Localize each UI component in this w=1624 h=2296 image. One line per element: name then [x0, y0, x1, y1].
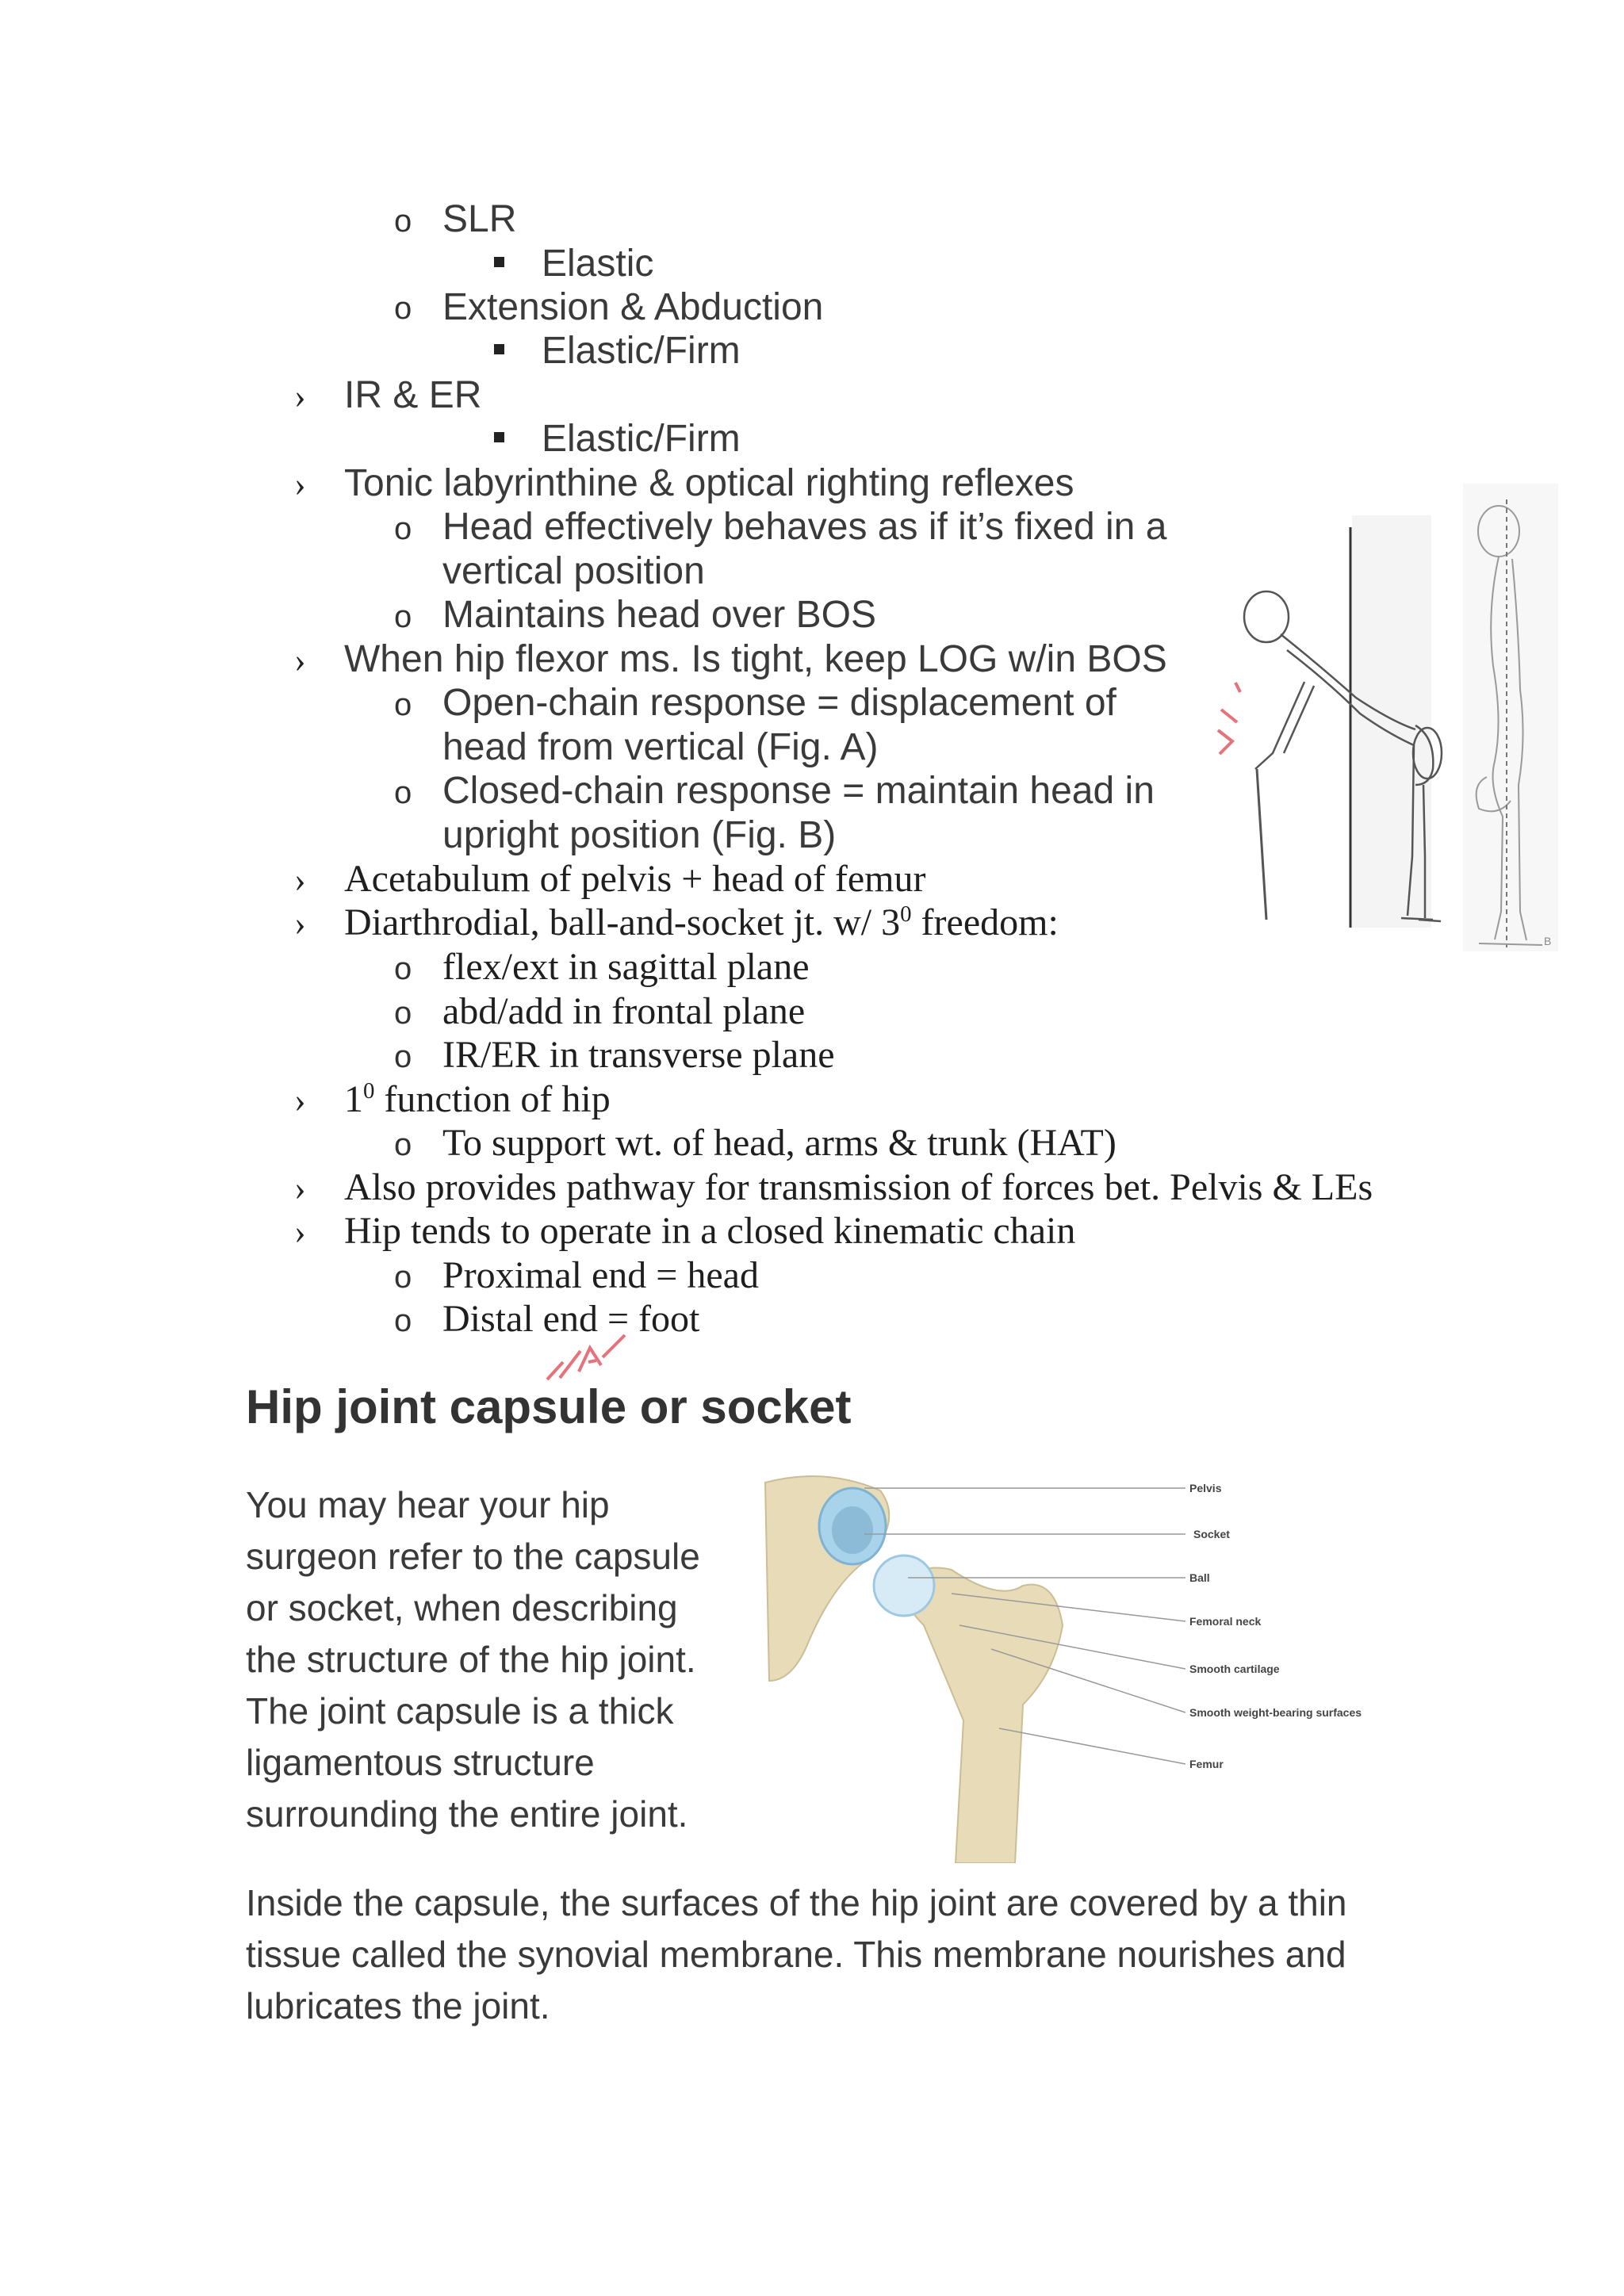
- paragraph-line: the structure of the hip joint.: [246, 1639, 696, 1680]
- list-item: Maintains head over BOS: [442, 594, 876, 636]
- paragraph-line: surrounding the entire joint.: [246, 1793, 688, 1835]
- label-socket: Socket: [1193, 1528, 1230, 1540]
- label-ball: Ball: [1189, 1571, 1210, 1584]
- list-item: SLR: [442, 198, 517, 240]
- circle-bullet: o: [394, 687, 412, 722]
- list-item-text: function of hip: [384, 1078, 611, 1120]
- list-item: Hip tends to operate in a closed kinematic chain: [344, 1210, 1076, 1252]
- circle-bullet: o: [394, 1303, 412, 1338]
- list-item: [344, 901, 1059, 943]
- list-item: To support wt. of head, arms & trunk (HAT): [442, 1122, 1116, 1164]
- paragraph-line: You may hear your hip: [246, 1484, 610, 1525]
- list-item-text: freedom:: [921, 901, 1059, 943]
- paragraph-line: tissue called the synovial membrane. This membrane nourishes and: [246, 1934, 1346, 1975]
- list-item: Tonic labyrinthine & optical righting reflexes: [344, 462, 1074, 504]
- circle-bullet: o: [394, 204, 412, 239]
- arrow-bullet: ›: [294, 465, 306, 503]
- ball-illustration: [874, 1556, 934, 1616]
- circle-bullet: o: [394, 599, 412, 634]
- list-item: Extension & Abduction: [442, 286, 824, 328]
- list-item: Open-chain response = displacement of: [442, 682, 1116, 724]
- list-item: Proximal end = head: [442, 1254, 759, 1296]
- hip-anatomy-figure: [761, 1467, 1396, 1863]
- circle-bullet: o: [394, 1039, 412, 1074]
- arrow-bullet: ›: [294, 1081, 306, 1119]
- list-item: Acetabulum of pelvis + head of femur: [344, 858, 926, 900]
- square-bullet: [494, 344, 504, 354]
- paragraph-line: lubricates the joint.: [246, 1985, 550, 2026]
- posture-figure: [1225, 484, 1558, 959]
- section-heading: Hip joint capsule or socket: [246, 1380, 852, 1433]
- femur-illustration: [896, 1568, 1063, 1864]
- list-item-continuation: head from vertical (Fig. A): [442, 726, 879, 768]
- arrow-bullet: ›: [294, 1169, 306, 1207]
- list-item: Elastic/Firm: [542, 418, 741, 460]
- arrow-bullet: ›: [294, 860, 306, 899]
- circle-bullet: o: [394, 1260, 412, 1295]
- circle-bullet: o: [394, 291, 412, 326]
- arrow-bullet: ›: [294, 904, 306, 943]
- list-item: IR/ER in transverse plane: [442, 1034, 835, 1076]
- figure-label-b: B: [1544, 935, 1552, 947]
- label-smooth-weight-bearing-surfaces: Smooth weight-bearing surfaces: [1189, 1706, 1362, 1719]
- list-item: abd/add in frontal plane: [442, 990, 806, 1032]
- label-smooth-cartilage: Smooth cartilage: [1189, 1663, 1280, 1675]
- list-item: Closed-chain response = maintain head in: [442, 770, 1155, 812]
- paragraph-line: surgeon refer to the capsule: [246, 1536, 700, 1577]
- list-item: Head effectively behaves as if it’s fixed in a: [442, 506, 1167, 548]
- circle-bullet: o: [394, 511, 412, 546]
- body-paragraph: [246, 1877, 1347, 2032]
- list-item: Elastic/Firm: [542, 330, 741, 372]
- circle-bullet: o: [394, 775, 412, 810]
- superscript: 0: [363, 1078, 375, 1104]
- list-item: Also provides pathway for transmission of forces bet. Pelvis & LEs: [344, 1166, 1373, 1208]
- list-item: flex/ext in sagittal plane: [442, 946, 810, 988]
- circle-bullet: o: [394, 996, 412, 1031]
- list-item: IR & ER: [344, 374, 482, 416]
- list-item: Distal end = foot: [442, 1298, 700, 1340]
- circle-bullet: o: [394, 951, 412, 986]
- paragraph-line: ligamentous structure: [246, 1742, 595, 1783]
- watermark-fragment: [539, 1316, 650, 1387]
- label-pelvis: Pelvis: [1189, 1482, 1222, 1494]
- arrow-bullet: ›: [294, 1212, 306, 1251]
- label-femoral-neck: Femoral neck: [1189, 1615, 1262, 1628]
- circle-bullet: o: [394, 1127, 412, 1162]
- label-femur: Femur: [1189, 1758, 1224, 1770]
- paragraph-line: or socket, when describing: [246, 1587, 678, 1628]
- paragraph-line: The joint capsule is a thick: [246, 1690, 674, 1732]
- list-item-text: 1: [344, 1078, 363, 1120]
- list-item: [344, 1078, 611, 1120]
- square-bullet: [494, 432, 504, 442]
- arrow-bullet: ›: [294, 377, 306, 415]
- paragraph-line: Inside the capsule, the surfaces of the hip joint are covered by a thin: [246, 1882, 1347, 1923]
- intro-paragraph: [246, 1479, 700, 1840]
- list-item-continuation: vertical position: [442, 550, 705, 592]
- list-item: Elastic: [542, 243, 654, 285]
- square-bullet: [494, 257, 504, 267]
- list-item: When hip flexor ms. Is tight, keep LOG w/in BOS: [344, 638, 1167, 680]
- arrow-bullet: ›: [294, 641, 306, 679]
- superscript: 0: [900, 901, 912, 927]
- list-item-continuation: upright position (Fig. B): [442, 814, 837, 856]
- list-item-text: Diarthrodial, ball-and-socket jt. w/ 3: [344, 901, 901, 943]
